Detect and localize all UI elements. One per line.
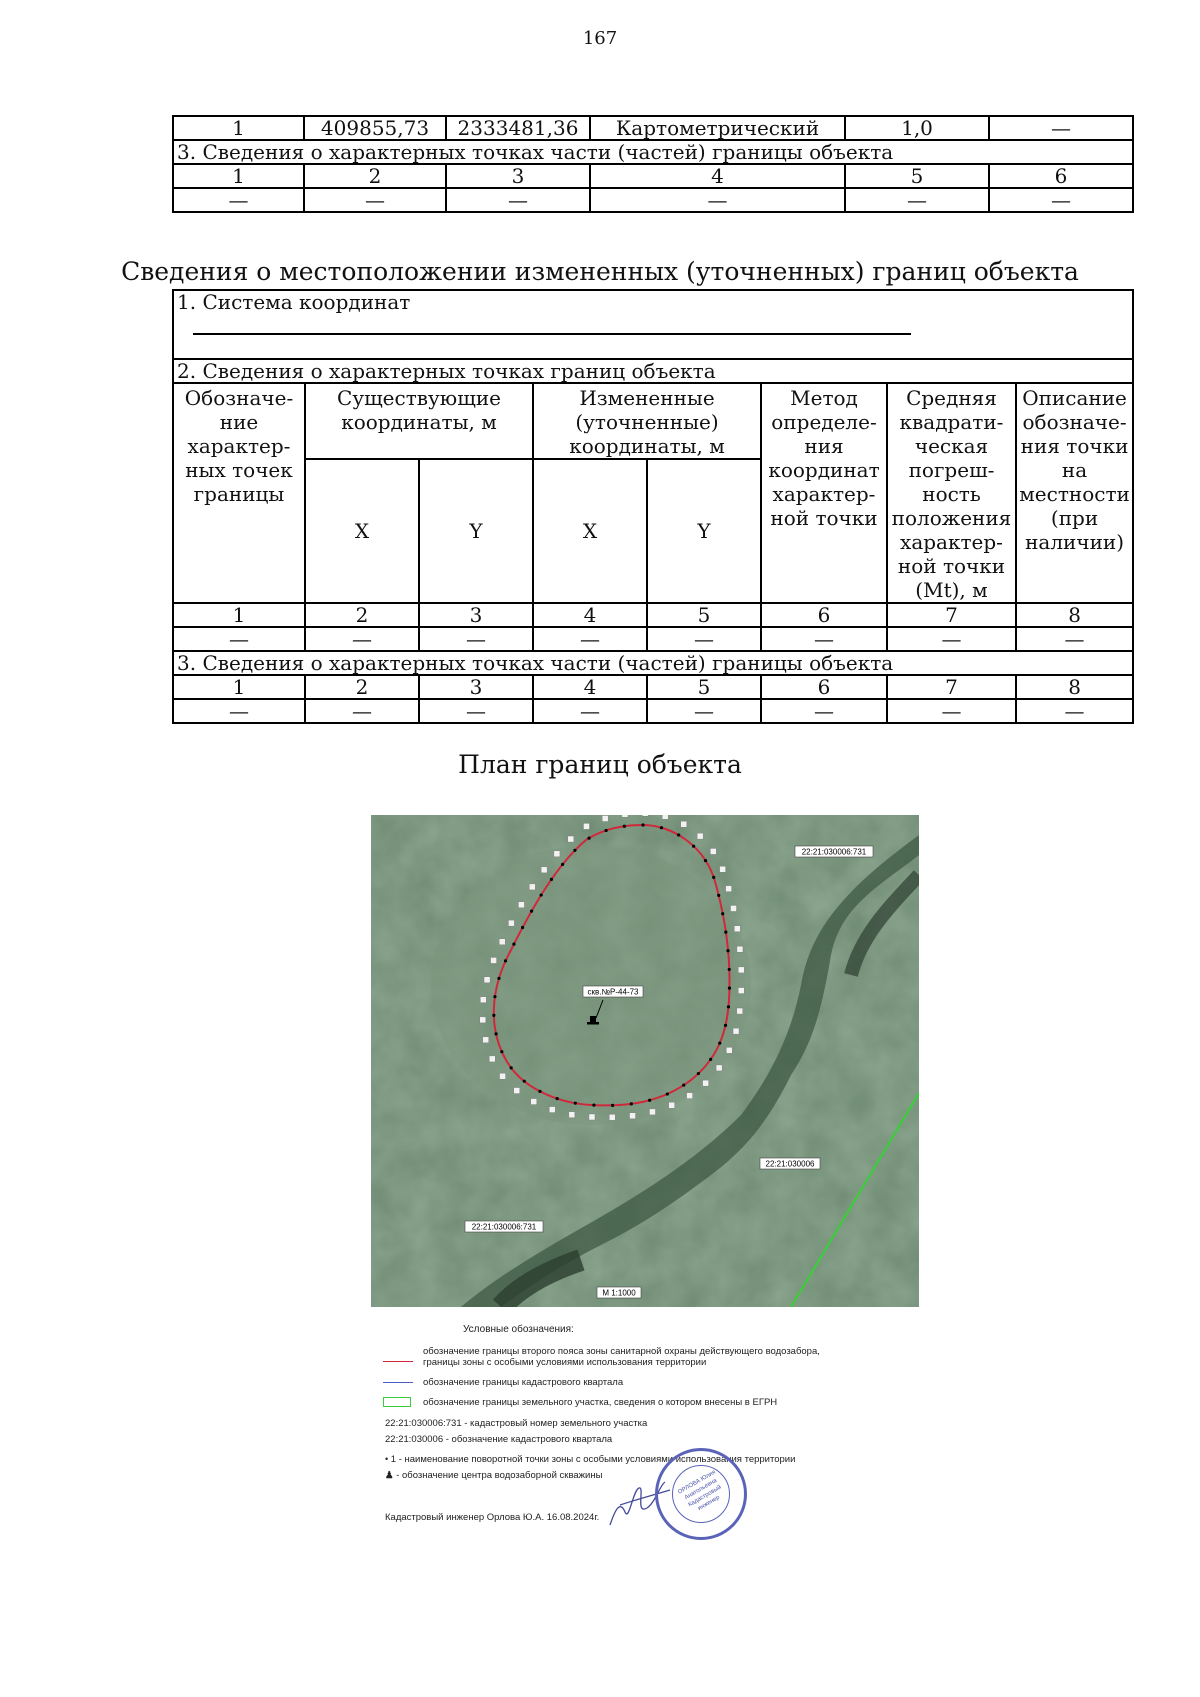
table-cell: — <box>1016 699 1133 723</box>
point-label-box <box>716 1065 722 1071</box>
label-scale <box>597 1287 641 1298</box>
table-cell: 6 <box>989 164 1133 188</box>
legend-title: Условные обозначения: <box>463 1324 574 1335</box>
table-cell: — <box>446 188 590 212</box>
point-label-box <box>500 1073 506 1079</box>
table-cell: 3 <box>419 675 533 699</box>
point-label-box <box>514 1088 520 1094</box>
header-designation: Обозначе- ние характер- ных точек границы <box>173 383 305 603</box>
table-row <box>173 627 1133 651</box>
turning-point <box>726 949 729 952</box>
turning-point <box>724 931 727 934</box>
svg-text:скв.№Р-44-73: скв.№Р-44-73 <box>587 987 639 997</box>
point-label-box <box>720 866 726 872</box>
section-heading: 3. Сведения о характерных точках части (частей) границы объекта <box>173 651 1133 675</box>
table-cell: 409855,73 <box>304 116 446 140</box>
point-label-box <box>499 939 505 945</box>
coord-system-row <box>173 290 1133 335</box>
turning-point <box>521 926 524 929</box>
turning-point <box>682 1084 685 1087</box>
table-cell: 7 <box>887 675 1016 699</box>
turning-point <box>512 943 515 946</box>
changed-boundaries-title: Сведения о местоположении измененных (уточненных) границ объекта <box>121 257 1079 286</box>
turning-point <box>692 845 695 848</box>
point-label-box <box>710 848 716 854</box>
svg-text:22:21:030006:731: 22:21:030006:731 <box>471 1222 537 1232</box>
table-cell: — <box>761 699 887 723</box>
boundary-plan-map <box>371 815 919 1307</box>
point-label-box <box>589 1114 595 1120</box>
point-label-box <box>687 1093 693 1099</box>
table-cell: — <box>761 627 887 651</box>
turning-point <box>530 910 533 913</box>
table-cell: 4 <box>533 675 647 699</box>
legend-item <box>385 1470 602 1481</box>
point-label-box <box>491 957 497 963</box>
point-label-box <box>554 851 560 857</box>
turning-point <box>660 826 663 829</box>
table-cell: — <box>887 699 1016 723</box>
table-row <box>173 675 1133 699</box>
engineer-line: Кадастровый инженер Орлова Ю.А. 16.08.2024г. <box>385 1512 600 1523</box>
turning-point <box>587 837 590 840</box>
page-number: 167 <box>582 28 618 49</box>
point-label-box <box>583 823 589 829</box>
legend-item: границы зоны с особыми условиями использования территории <box>423 1357 707 1368</box>
table-cell: 2 <box>304 164 446 188</box>
table-cell: 1 <box>173 116 304 140</box>
point-label-box <box>726 886 732 892</box>
turning-point <box>574 1102 577 1105</box>
legend-item: обозначение границы кадастрового квартала <box>423 1377 624 1388</box>
turning-point <box>500 1050 503 1053</box>
table-cell: 2 <box>305 675 419 699</box>
point-label-box <box>733 1028 739 1034</box>
header-description: Описание обозначе- ния точки на местности (при наличии) <box>1016 383 1133 603</box>
table-row <box>173 699 1133 723</box>
table-cell: 5 <box>647 603 761 627</box>
table-cell: — <box>419 627 533 651</box>
table-cell: 6 <box>761 603 887 627</box>
turning-point <box>573 849 576 852</box>
header-error: Средняя квадрати- ческая погреш- ность положения характер- ной точки (Mt), м <box>887 383 1016 603</box>
point-label-box <box>483 1037 489 1043</box>
point-label-box <box>609 1114 615 1120</box>
legend-swatch-zone <box>383 1361 413 1362</box>
point-label-box <box>549 1107 555 1113</box>
engineer-stamp <box>655 1448 747 1540</box>
turning-point <box>718 1041 721 1044</box>
legend-item: обозначение границы второго пояса зоны санитарной охраны действующего водозабора, <box>423 1346 820 1357</box>
turning-point <box>493 995 496 998</box>
table-cell: 1,0 <box>845 116 989 140</box>
table-cell: — <box>304 188 446 212</box>
table-cell <box>173 335 1133 359</box>
turning-point <box>504 959 507 962</box>
label-parcel-top <box>795 846 873 857</box>
point-label-box <box>697 833 703 839</box>
table-row <box>173 651 1133 675</box>
table-row <box>173 140 1133 164</box>
turning-point <box>494 1032 497 1035</box>
legend-swatch-parcel <box>383 1397 411 1407</box>
point-label-box <box>541 867 547 873</box>
point-label-box <box>738 988 744 994</box>
header-x: X <box>533 459 647 603</box>
point-label-box <box>669 1102 675 1108</box>
point-label-box <box>622 815 628 817</box>
point-label-box <box>737 1008 743 1014</box>
turning-point <box>717 894 720 897</box>
turning-point <box>727 1005 730 1008</box>
table-row <box>173 290 1133 335</box>
fill-line <box>193 319 911 335</box>
table-cell: — <box>887 627 1016 651</box>
header-method: Метод определе- ния координат характер- ной точки <box>761 383 887 603</box>
coord-system-label: 1. Система координат <box>177 290 411 314</box>
point-label-box <box>480 997 486 1003</box>
svg-text:22:21:030006:731: 22:21:030006:731 <box>801 847 867 857</box>
table-cell: — <box>419 699 533 723</box>
point-label-box <box>737 946 743 952</box>
point-label-box <box>630 1113 636 1119</box>
table-cell: — <box>989 188 1133 212</box>
label-parcel-bottom <box>465 1221 543 1232</box>
legend-item: 22:21:030006 - обозначение кадастрового квартала <box>385 1434 613 1445</box>
table-row <box>173 188 1133 212</box>
turning-point <box>697 1072 700 1075</box>
turning-point <box>492 1014 495 1017</box>
table-cell: 4 <box>533 603 647 627</box>
point-label-box <box>602 815 608 821</box>
header-x: X <box>305 459 419 603</box>
table-row <box>173 164 1133 188</box>
turning-point <box>648 1099 651 1102</box>
table-cell: 5 <box>845 164 989 188</box>
turning-point <box>623 825 626 828</box>
turning-point <box>709 1058 712 1061</box>
legend-item: обозначение границы земельного участка, сведения о котором внесены в ЕГРН <box>423 1397 778 1408</box>
point-label-box <box>568 836 574 842</box>
turning-point <box>523 1080 526 1083</box>
table-cell: 4 <box>590 164 845 188</box>
point-label-box <box>529 884 535 890</box>
svg-text:22:21:030006: 22:21:030006 <box>765 1159 815 1169</box>
turning-point <box>728 968 731 971</box>
legend-item-text: - обозначение центра водозаборной скважины <box>396 1470 603 1481</box>
table-cell: 3 <box>419 603 533 627</box>
header-y: Y <box>419 459 533 603</box>
turning-point <box>497 977 500 980</box>
point-label-box <box>703 1080 709 1086</box>
table-cell: — <box>533 699 647 723</box>
point-label-box <box>518 902 524 908</box>
legend-item-text: 1 - наименование поворотной точки зоны с особыми условиями использования территории <box>390 1454 796 1465</box>
table-cell: — <box>173 627 305 651</box>
point-label-box <box>569 1112 575 1118</box>
table-cell: — <box>845 188 989 212</box>
turning-point <box>561 863 564 866</box>
point-label-box <box>642 815 648 816</box>
point-label-box <box>484 977 490 983</box>
point-label-box <box>531 1099 537 1105</box>
points-table-continuation <box>172 115 1134 213</box>
well-icon: ♟ <box>385 1470 394 1481</box>
turning-point <box>540 893 543 896</box>
turning-point <box>721 912 724 915</box>
table-cell: 7 <box>887 603 1016 627</box>
turning-point <box>550 878 553 881</box>
turning-point <box>630 1102 633 1105</box>
turning-point <box>556 1097 559 1100</box>
table-row <box>173 603 1133 627</box>
header-existing-coords: Существующие координаты, м <box>305 383 533 459</box>
stamp-text: ОРЛОВА Юлия Анатольевна Кадастровый инженер <box>677 1469 723 1512</box>
legend-item: 22:21:030006:731 - кадастровый номер земельного участка <box>385 1418 648 1429</box>
table-cell: — <box>647 699 761 723</box>
dot-icon: • <box>385 1454 389 1464</box>
point-label-box <box>508 920 514 926</box>
table-row <box>173 383 1133 459</box>
table-cell: 2333481,36 <box>446 116 590 140</box>
header-y: Y <box>647 459 761 603</box>
label-quarter <box>760 1158 820 1169</box>
turning-point <box>724 1024 727 1027</box>
point-label-box <box>489 1056 495 1062</box>
point-label-box <box>726 1047 732 1053</box>
turning-point <box>592 1104 595 1107</box>
point-label-box <box>662 815 668 819</box>
table-cell: Картометрический <box>590 116 845 140</box>
table-cell: — <box>1016 627 1133 651</box>
changed-boundaries-table <box>172 289 1134 724</box>
table-cell: — <box>590 188 845 212</box>
svg-text:М 1:1000: М 1:1000 <box>602 1288 636 1298</box>
point-label-box <box>731 905 737 911</box>
table-cell: — <box>533 627 647 651</box>
table-cell: 2 <box>305 603 419 627</box>
point-label-box <box>649 1109 655 1115</box>
table-cell: 1 <box>173 675 305 699</box>
satellite-map <box>371 815 919 1307</box>
label-well <box>583 986 643 997</box>
table-row <box>173 335 1133 359</box>
table-cell: — <box>173 188 304 212</box>
turning-point <box>712 876 715 879</box>
table-cell: 6 <box>761 675 887 699</box>
table-cell: 8 <box>1016 675 1133 699</box>
plan-title: План границ объекта <box>458 750 742 779</box>
section-heading: 2. Сведения о характерных точках границ объекта <box>173 359 1133 383</box>
table-cell: 1 <box>173 603 305 627</box>
turning-point <box>677 833 680 836</box>
table-cell: 3 <box>446 164 590 188</box>
header-changed-coords: Измененные (уточненные) координаты, м <box>533 383 761 459</box>
turning-point <box>605 829 608 832</box>
table-cell: 5 <box>647 675 761 699</box>
turning-point <box>641 823 644 826</box>
turning-point <box>611 1104 614 1107</box>
table-cell: — <box>305 627 419 651</box>
point-label-box <box>734 926 740 932</box>
turning-point <box>666 1092 669 1095</box>
table-cell: — <box>173 699 305 723</box>
point-label-box <box>480 1017 486 1023</box>
table-row <box>173 359 1133 383</box>
turning-point <box>510 1066 513 1069</box>
table-cell: — <box>647 627 761 651</box>
table-cell: — <box>305 699 419 723</box>
point-label-box <box>738 967 744 973</box>
table-cell: 1 <box>173 164 304 188</box>
point-label-box <box>681 821 687 827</box>
section-heading: 3. Сведения о характерных точках части (частей) границы объекта <box>173 140 1133 164</box>
turning-point <box>704 859 707 862</box>
table-cell: — <box>989 116 1133 140</box>
turning-point <box>728 987 731 990</box>
legend-swatch-quarter <box>383 1382 413 1383</box>
turning-point <box>538 1090 541 1093</box>
table-row <box>173 116 1133 140</box>
table-cell: 8 <box>1016 603 1133 627</box>
